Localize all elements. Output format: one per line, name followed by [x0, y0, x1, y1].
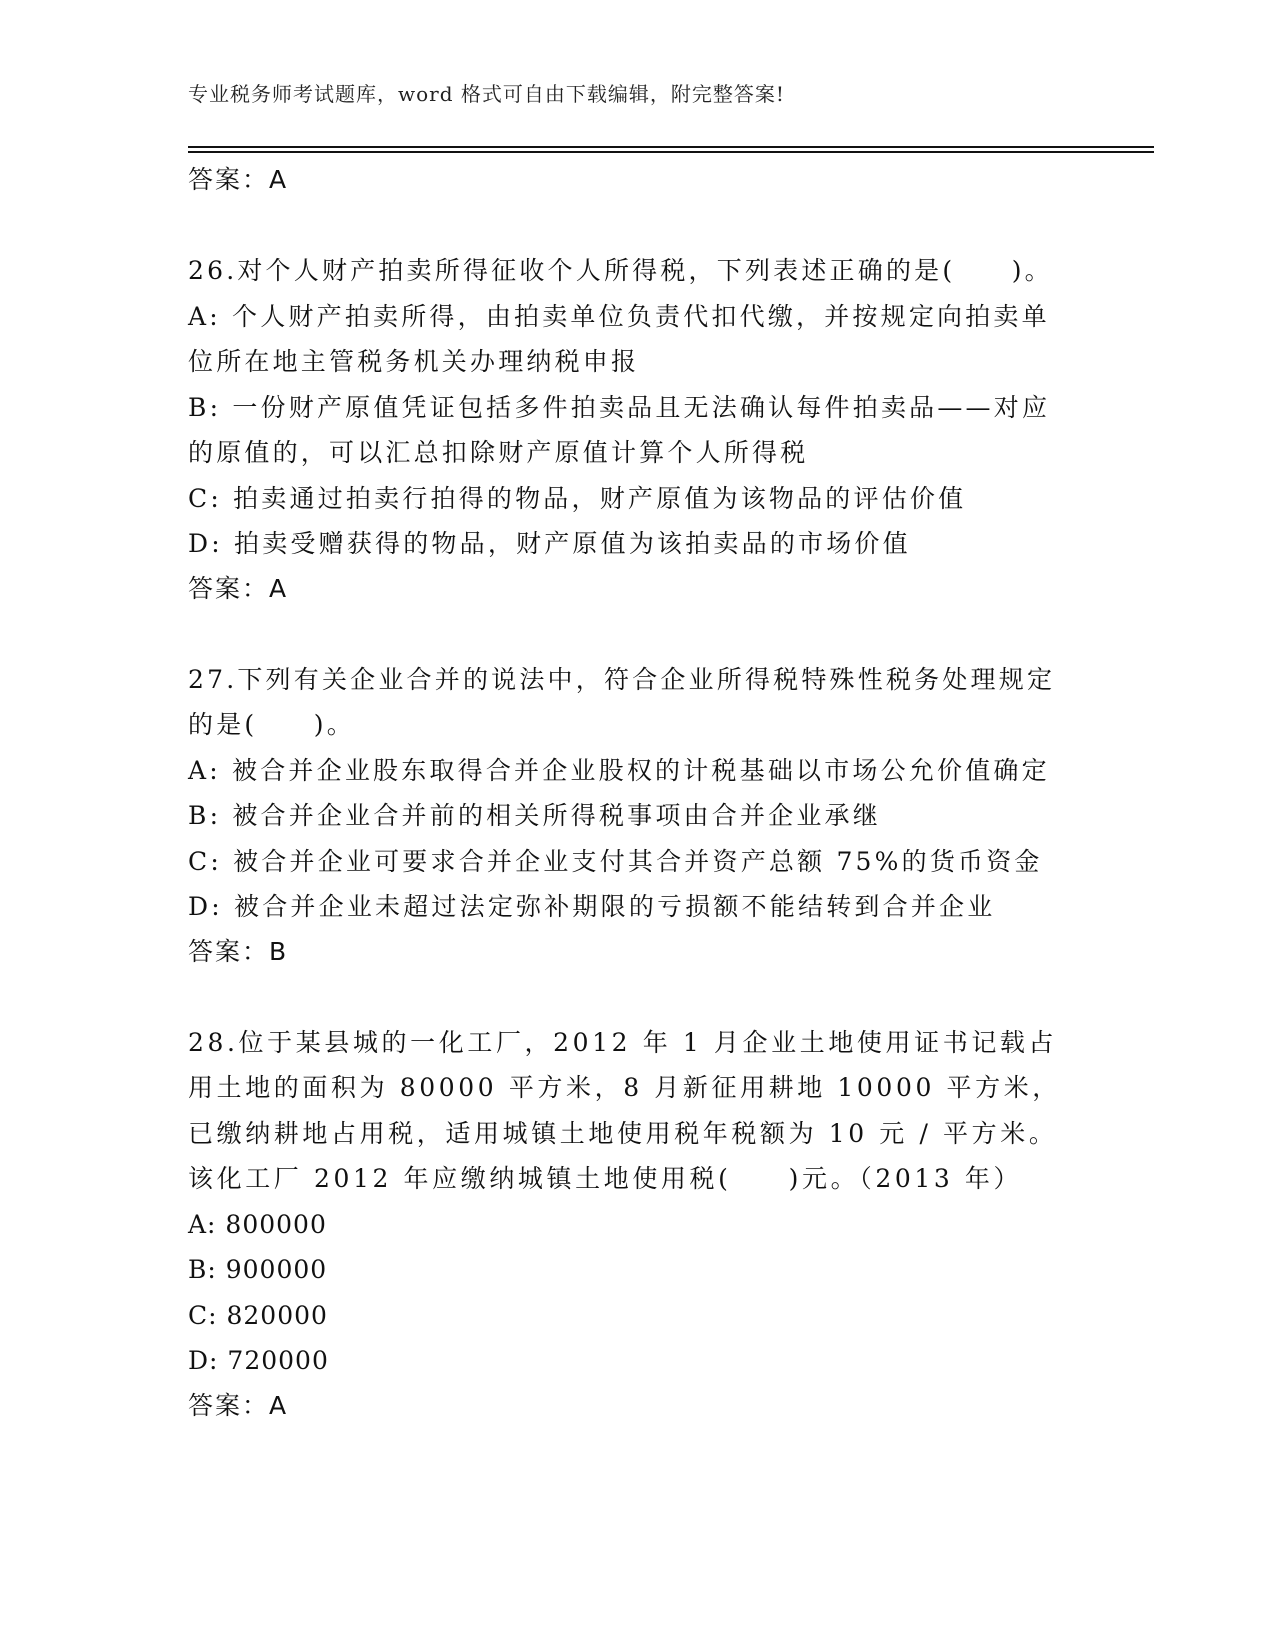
- option-d: D: 被合并企业未超过法定弥补期限的亏损额不能结转到合并企业: [188, 892, 996, 921]
- option-c: C: 拍卖通过拍卖行拍得的物品，财产原值为该物品的评估价值: [188, 483, 967, 513]
- header-rule-bottom: [188, 151, 1154, 153]
- question-28: [188, 1020, 1088, 1428]
- option-c: C: 820000: [188, 1300, 328, 1330]
- previous-answer: 答案：A: [188, 165, 289, 194]
- question-stem: 27.下列有关企业合并的说法中，符合企业所得税特殊性税务处理规定的是( )。: [188, 664, 1056, 739]
- option-a: A: 800000: [188, 1209, 327, 1239]
- header-rule-top: [188, 146, 1154, 148]
- question-stem: 28.位于某县城的一化工厂，2012 年 1 月企业土地使用证书记载占用土地的面积为 80000 平方米，8 月新征用耕地 10000 平方米，已缴纳耕地占用税，适用城镇土地使用税年税额为 10 元 / 平方米。该化工厂 2012 年应缴纳城镇土地使用税( )元。（2013 年）: [188, 1027, 1061, 1193]
- answer: 答案：B: [188, 936, 289, 966]
- option-b: B: 900000: [188, 1255, 328, 1284]
- question-stem: 26.对个人财产拍卖所得征收个人所得税，下列表述正确的是( )。: [188, 256, 1053, 285]
- exam-content: [188, 158, 1088, 1428]
- option-d: D: 拍卖受赠获得的物品，财产原值为该拍卖品的市场价值: [188, 529, 911, 558]
- option-b: B: 被合并企业合并前的相关所得税事项由合并企业承继: [188, 801, 881, 830]
- option-c: C: 被合并企业可要求合并企业支付其合并资产总额 75%的货币资金: [188, 846, 1043, 876]
- answer: 答案：A: [188, 573, 289, 603]
- option-d: D: 720000: [188, 1346, 329, 1375]
- question-27: [188, 657, 1088, 974]
- option-a: A: 被合并企业股东取得合并企业股权的计税基础以市场公允价值确定: [188, 755, 1050, 785]
- answer: 答案：A: [188, 1390, 289, 1420]
- option-b: B: 一份财产原值凭证包括多件拍卖品且无法确认每件拍卖品——对应的原值的，可以汇总扣除财产原值计算个人所得税: [188, 392, 1051, 467]
- option-a: A: 个人财产拍卖所得，由拍卖单位负责代扣代缴，并按规定向拍卖单位所在地主管税务机关办理纳税申报: [188, 301, 1050, 376]
- page-header: 专业税务师考试题库，word 格式可自由下载编辑，附完整答案!: [188, 82, 785, 106]
- question-26: [188, 248, 1088, 611]
